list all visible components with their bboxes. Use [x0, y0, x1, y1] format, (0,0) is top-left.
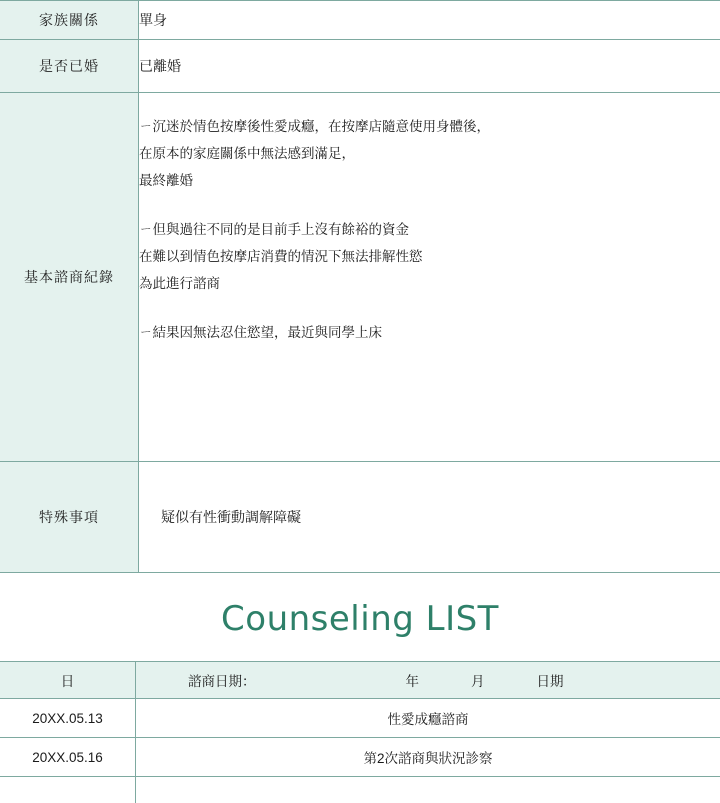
- notes-block: [139, 113, 720, 194]
- notes-line: 最終離婚: [139, 167, 720, 194]
- row-value-marital: 已離婚: [139, 40, 720, 93]
- notes-line: 在難以到情色按摩店消費的情況下無法排解性慾: [139, 243, 720, 270]
- table-header-row: [0, 662, 720, 699]
- entry-date: 20XX.05.13: [0, 699, 136, 738]
- row-label-marital: 是否已婚: [0, 40, 139, 93]
- row-label-special: 特殊事項: [0, 462, 139, 573]
- notes-block: [139, 216, 720, 297]
- row-value-special: 疑似有性衝動調解障礙: [139, 462, 720, 573]
- entry-content-empty: [136, 777, 720, 803]
- notes-block: [139, 319, 720, 346]
- counseling-list-table: [0, 661, 720, 803]
- row-label-notes: 基本諮商紀錄: [0, 93, 139, 462]
- notes-line: ㄧ結果因無法忍住慾望，最近與同學上床: [139, 319, 720, 346]
- list-item-empty: [0, 777, 720, 803]
- header-label-counseling-date: 諮商日期：: [188, 670, 256, 690]
- page-title: Counseling LIST: [0, 599, 720, 639]
- row-value-notes: [139, 93, 720, 462]
- row-value-family: 單身: [139, 1, 720, 40]
- notes-line: ㄧ但與過往不同的是目前手上沒有餘裕的資金: [139, 216, 720, 243]
- entry-date-empty: [0, 777, 136, 803]
- list-item: [0, 699, 720, 738]
- table-row: [0, 93, 720, 462]
- entry-content: 性愛成癮諮商: [136, 699, 720, 738]
- notes-line: 為此進行諮商: [139, 270, 720, 297]
- header-label-month: 月: [471, 670, 485, 690]
- table-row: [0, 40, 720, 93]
- header-label-day: 日期: [537, 670, 564, 690]
- table-row: [0, 462, 720, 573]
- table-row: [0, 1, 720, 40]
- entry-content: 第2次諮商與狀況診察: [136, 738, 720, 777]
- column-header-content: [136, 662, 720, 699]
- header-label-year: 年: [406, 670, 420, 690]
- notes-line: ㄧ沉迷於情色按摩後性愛成癮，在按摩店隨意使用身體後，: [139, 113, 720, 140]
- list-item: [0, 738, 720, 777]
- row-label-family: 家族關係: [0, 1, 139, 40]
- column-header-date: 日: [0, 662, 136, 699]
- notes-line: 在原本的家庭關係中無法感到滿足，: [139, 140, 720, 167]
- entry-date: 20XX.05.16: [0, 738, 136, 777]
